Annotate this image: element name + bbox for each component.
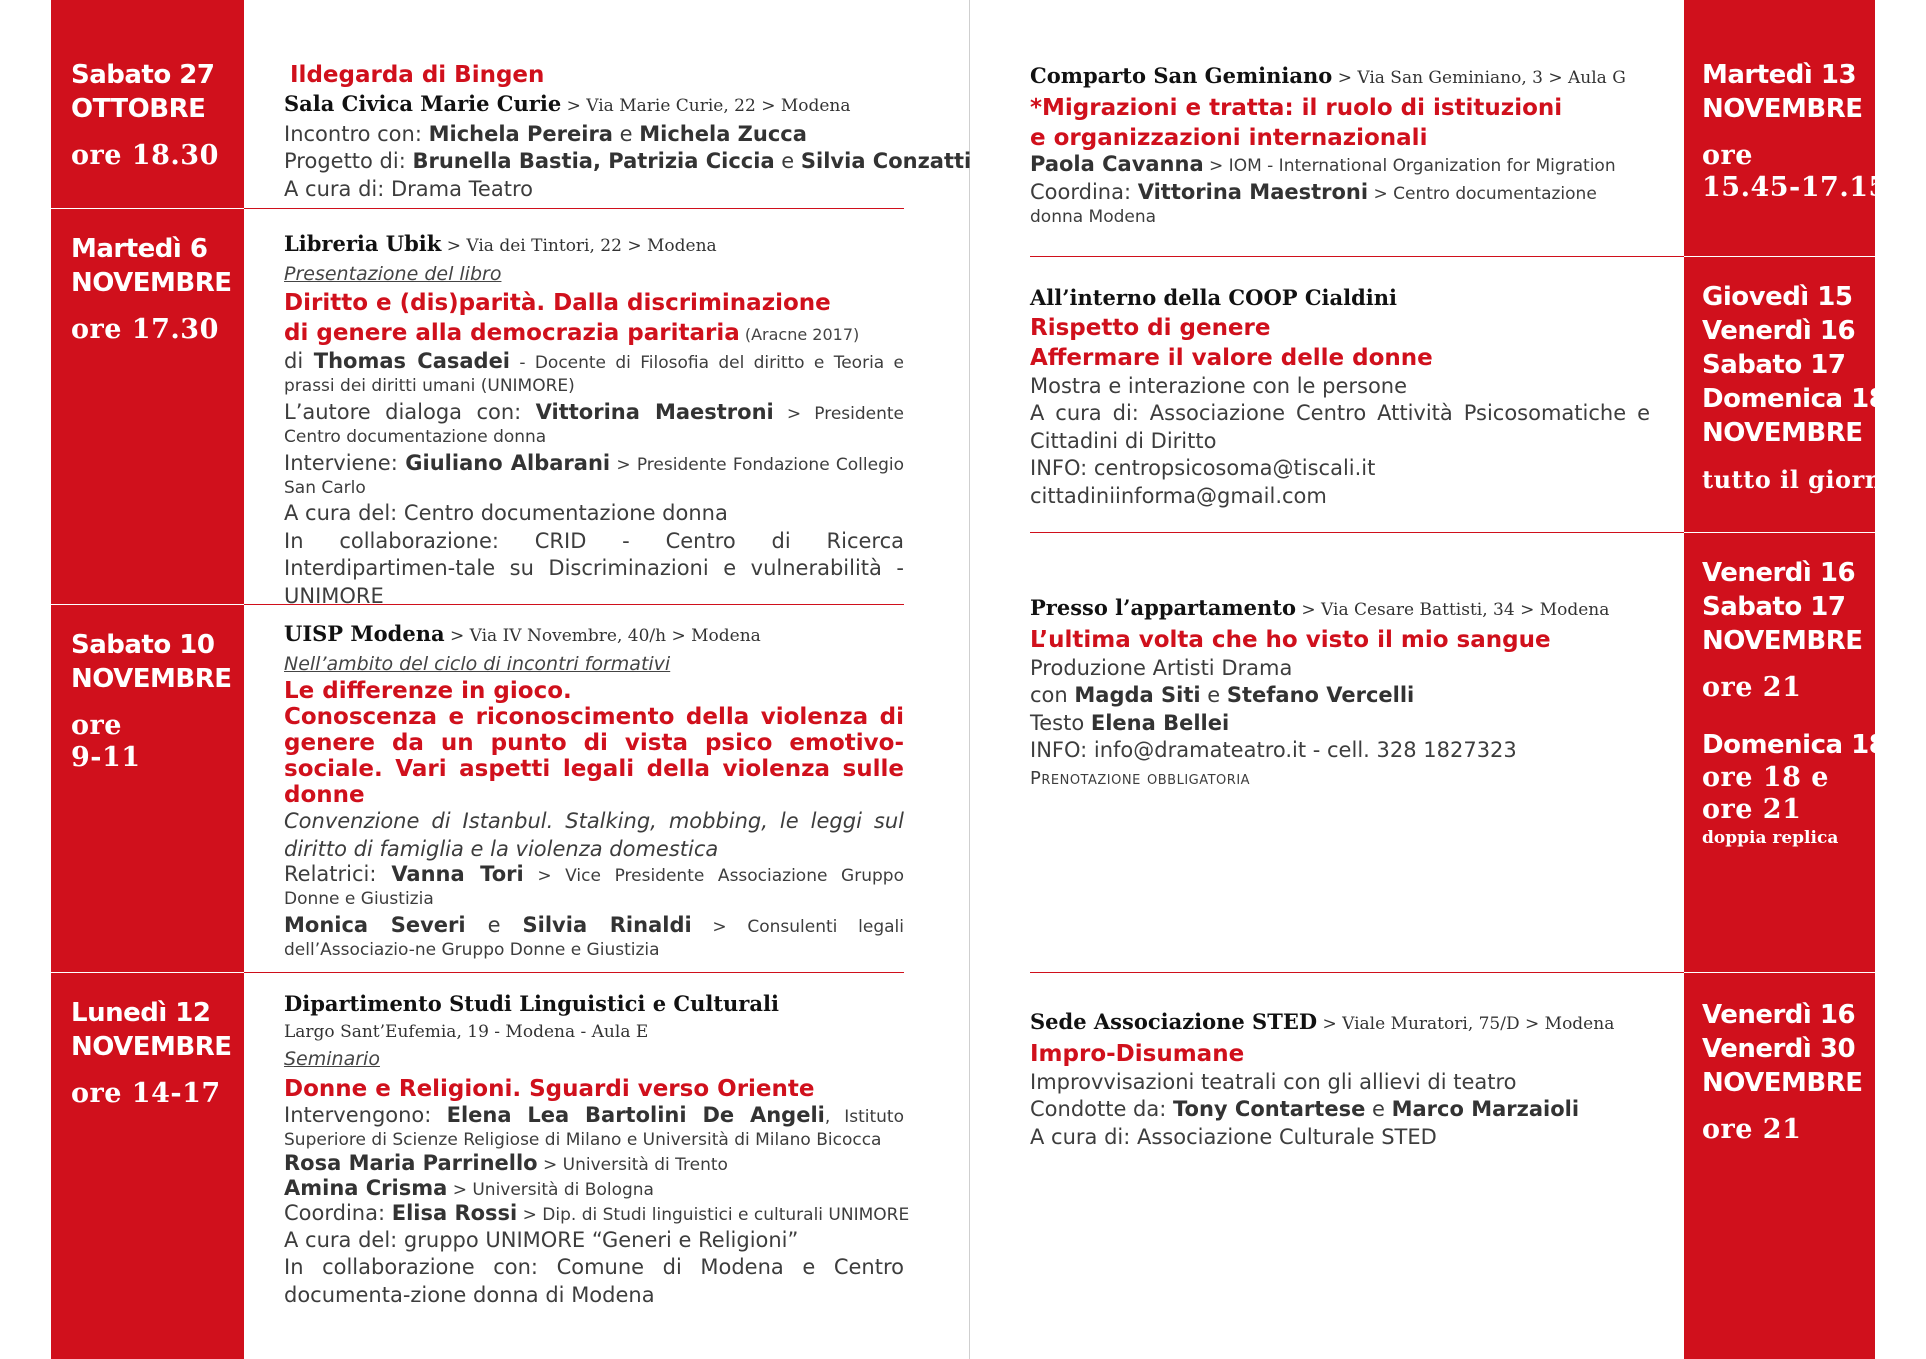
speaker-name: Amina Crisma xyxy=(284,1175,448,1200)
event-2-publisher: (Aracne 2017) xyxy=(739,325,860,344)
coordinator-role: > Dip. di Studi linguistici e culturali UNIMORE xyxy=(517,1204,910,1225)
collaboration-value: Comune di Modena e Centro documenta-zione donna di Modena xyxy=(284,1255,904,1307)
event-3 xyxy=(284,620,904,962)
event-8-date xyxy=(1702,998,1863,1146)
event-1-speakers xyxy=(284,121,904,149)
event-7 xyxy=(1030,594,1650,792)
right-separator-2 xyxy=(1030,532,1684,533)
event-6-time: tutto il giorno xyxy=(1702,465,1900,494)
event-4-curator xyxy=(284,1227,904,1255)
event-8-curator: A cura di: Associazione Culturale STED xyxy=(1030,1124,1437,1149)
event-7-day-2: Sabato 17 xyxy=(1702,592,1846,622)
speaker-role: > Università di Trento xyxy=(537,1154,728,1175)
event-5-time: 15.45-17.15 xyxy=(1702,172,1888,203)
conjunction: e xyxy=(1365,1097,1392,1121)
coordinator-label: Coordina: xyxy=(1030,179,1138,204)
event-3-date xyxy=(71,628,232,774)
project-name: Silvia Conzatti xyxy=(800,149,972,173)
event-2-intervenes xyxy=(284,452,904,500)
event-4-title: Donne e Religioni. Sguardi verso Oriente xyxy=(284,1075,815,1102)
right-strip-separator-3 xyxy=(1684,972,1875,973)
event-7-month: NOVEMBRE xyxy=(1702,626,1863,656)
event-8-day-1: Venerdì 16 xyxy=(1702,1000,1856,1030)
event-7-text-author xyxy=(1030,710,1650,738)
event-6-info-1: INFO: centropsicosoma@tiscali.it xyxy=(1030,456,1376,480)
speakers-label: Relatrici: xyxy=(284,862,392,886)
event-4-coordinator xyxy=(284,1200,910,1227)
conductor-name: Marco Marzaioli xyxy=(1391,1097,1580,1121)
speaker-name: Monica Severi xyxy=(284,913,466,937)
event-7-info: INFO: info@dramateatro.it - cell. 328 1827323 xyxy=(1030,738,1517,762)
event-6-description: Mostra e interazione con le persone xyxy=(1030,373,1408,398)
right-separator-1 xyxy=(1030,256,1684,257)
conjunction: e xyxy=(612,121,640,146)
conjunction: e xyxy=(1200,683,1227,707)
speaker-role: , Istituto Superiore di Scienze Religiose di Milano e Università di Milano Bicocca xyxy=(284,1106,904,1150)
event-7-time: ore 21 xyxy=(1702,672,1802,703)
event-2-date xyxy=(71,232,232,346)
event-4-kind: Seminario xyxy=(284,1048,380,1070)
cast-prefix: con xyxy=(1030,683,1075,707)
event-8-address: > Viale Muratori, 75/D > Modena xyxy=(1317,1014,1615,1034)
event-3-kind: Nell’ambito del ciclo di incontri formativi xyxy=(284,652,671,675)
event-1-date xyxy=(71,58,219,172)
intervenes-label: Interviene: xyxy=(284,451,406,475)
event-2-venue: Libreria Ubik xyxy=(284,231,442,256)
event-8-title: Impro-Disumane xyxy=(1030,1040,1245,1067)
event-8-conducted xyxy=(1030,1096,1650,1124)
collaboration-label: In collaborazione con: xyxy=(284,1255,557,1279)
event-3-day: Sabato 10 xyxy=(71,630,215,660)
event-7-day-1: Venerdì 16 xyxy=(1702,558,1856,588)
event-2-time: ore 17.30 xyxy=(71,314,219,345)
event-7-day-3: Domenica 18 xyxy=(1702,730,1887,760)
event-5-title-2: e organizzazioni internazionali xyxy=(1030,124,1428,151)
left-strip-separator-3 xyxy=(51,972,244,973)
event-5 xyxy=(1030,62,1650,229)
event-1-day: Sabato 27 xyxy=(71,60,215,90)
right-strip-separator-2 xyxy=(1684,532,1875,533)
curator-value: gruppo UNIMORE “Generi e Religioni” xyxy=(403,1227,799,1252)
event-8-venue: Sede Associazione STED xyxy=(1030,1009,1318,1034)
event-1-curator: A cura di: Drama Teatro xyxy=(284,176,533,201)
event-8-description: Improvvisazioni teatrali con gli allievi di teatro xyxy=(1030,1069,1517,1094)
event-5-coordinator xyxy=(1030,181,1650,229)
event-5-date xyxy=(1702,58,1888,204)
event-6-day-2: Venerdì 16 xyxy=(1702,316,1856,346)
event-7-production: Produzione Artisti Drama xyxy=(1030,655,1293,680)
event-5-month: NOVEMBRE xyxy=(1702,94,1863,124)
dialogue-label: L’autore dialoga con: xyxy=(284,400,536,424)
speaker-name: Michela Pereira xyxy=(428,121,613,146)
speaker-role: > Vice Presidente Associazione Gruppo Donne e Giustizia xyxy=(284,866,904,909)
event-2-title-1: Diritto e (dis)parità. Dalla discriminazione xyxy=(284,290,831,316)
speaker-role: > IOM - International Organization for Migration xyxy=(1203,155,1616,176)
intervenes-role: > Presidente Fondazione Collegio San Carlo xyxy=(284,455,904,498)
right-separator-3 xyxy=(1030,972,1684,973)
event-6-title-1: Rispetto di genere xyxy=(1030,314,1271,341)
event-7-cast xyxy=(1030,682,1650,710)
event-6-day-3: Sabato 17 xyxy=(1702,350,1846,380)
event-4-speaker-2 xyxy=(284,1152,904,1177)
event-4 xyxy=(284,990,910,1309)
speaker-name: Elena Lea Bartolini De Angeli xyxy=(446,1102,825,1127)
project-names: Brunella Bastia, Patrizia Ciccia xyxy=(412,149,775,173)
event-7-booking: Prenotazione obbligatoria xyxy=(1030,767,1251,789)
author-role: - Docente di Filosofia del diritto e Teoria e prassi dei diritti umani (UNIMORE) xyxy=(284,353,905,396)
conjunction: e xyxy=(774,149,801,173)
text-prefix: Testo xyxy=(1030,710,1091,735)
event-6-month: NOVEMBRE xyxy=(1702,418,1863,448)
event-7-venue: Presso l’appartamento xyxy=(1030,595,1296,620)
event-2-curator: A cura del: Centro documentazione donna xyxy=(284,501,728,525)
event-7-time-3: ore 21 xyxy=(1702,794,1802,825)
event-8-day-2: Venerdì 30 xyxy=(1702,1034,1856,1064)
event-2-title-2: di genere alla democrazia paritaria xyxy=(284,320,740,346)
speaker-name: Vanna Tori xyxy=(391,862,524,886)
intervenes-name: Giuliano Albarani xyxy=(405,451,611,475)
curator-label: A cura del: xyxy=(284,1227,404,1252)
left-strip-separator-2 xyxy=(51,604,244,605)
event-5-venue: Comparto San Geminiano xyxy=(1030,63,1333,88)
event-2-author xyxy=(284,350,904,398)
event-4-intervene xyxy=(284,1104,904,1152)
conducted-label: Condotte da: xyxy=(1030,1097,1174,1121)
right-strip-separator-1 xyxy=(1684,256,1875,257)
event-3-legal xyxy=(284,914,904,962)
event-3-subtitle: Convenzione di Istanbul. Stalking, mobbing, le leggi sul diritto di famiglia e la violenza domestica xyxy=(284,809,904,861)
event-7-title: L’ultima volta che ho visto il mio sangue xyxy=(1030,626,1551,653)
dialogue-name: Vittorina Maestroni xyxy=(535,400,774,424)
event-6-title-2: Affermare il valore delle donne xyxy=(1030,344,1433,371)
project-label: Progetto di: xyxy=(284,149,413,173)
event-4-speaker-3 xyxy=(284,1177,904,1202)
event-5-time-label: ore xyxy=(1702,140,1753,171)
speaker-role: > Consulenti legali dell’Associazio-ne Gruppo Donne e Giustizia xyxy=(284,917,904,960)
dialogue-role: > Presidente Centro documentazione donna xyxy=(284,404,905,447)
event-4-date xyxy=(71,996,232,1110)
event-5-title-1: *Migrazioni e tratta: il ruolo di istituzioni xyxy=(1030,94,1563,121)
event-2-collaboration: In collaborazione: CRID - Centro di Ricerca Interdipartimen-tale su Discriminazioni e vulnerabilità - UNIMORE xyxy=(284,528,904,608)
event-4-month: NOVEMBRE xyxy=(71,1032,232,1062)
event-1-title: Ildegarda di Bingen xyxy=(290,62,545,88)
event-3-time: 9-11 xyxy=(71,742,141,773)
event-6-info-2: cittadiniinforma@gmail.com xyxy=(1030,483,1327,508)
event-5-address: > Via San Geminiano, 3 > Aula G xyxy=(1332,68,1626,88)
event-5-day: Martedì 13 xyxy=(1702,60,1857,90)
event-3-venue: UISP Modena xyxy=(284,621,445,646)
event-6-day-1: Giovedì 15 xyxy=(1702,282,1853,312)
event-1-venue: Sala Civica Marie Curie xyxy=(284,91,562,116)
speakers-label: Incontro con: xyxy=(284,121,429,146)
event-1-time: ore 18.30 xyxy=(71,140,219,171)
event-2-kind: Presentazione del libro xyxy=(284,262,502,285)
event-2 xyxy=(284,230,904,610)
event-2-address: > Via dei Tintori, 22 > Modena xyxy=(441,236,717,256)
event-1-month: OTTOBRE xyxy=(71,94,206,124)
event-3-title-2: Conoscenza e riconoscimento della violenza di genere da un punto di vista psico emotivo-sociale. Vari aspetti legali della violenza sulle donne xyxy=(284,704,904,808)
coordinator-role: > Centro documentazione donna Modena xyxy=(1030,183,1597,227)
event-1-project xyxy=(284,148,972,176)
event-3-title-1: Le differenze in gioco. xyxy=(284,678,572,704)
text-author-name: Elena Bellei xyxy=(1090,710,1230,735)
cast-name: Stefano Vercelli xyxy=(1226,683,1415,707)
event-6-venue: All’interno della COOP Cialdini xyxy=(1030,285,1398,310)
left-separator-3 xyxy=(244,972,904,973)
event-8-month: NOVEMBRE xyxy=(1702,1068,1863,1098)
event-7-address: > Via Cesare Battisti, 34 > Modena xyxy=(1295,600,1610,620)
speaker-role: > Università di Bologna xyxy=(447,1179,654,1200)
event-3-speakers xyxy=(284,863,904,911)
coordinator-name: Elisa Rossi xyxy=(391,1200,518,1225)
event-4-address: Largo Sant’Eufemia, 19 - Modena - Aula E xyxy=(284,1021,649,1042)
event-8 xyxy=(1030,1008,1650,1151)
page-fold-divider xyxy=(969,0,970,1359)
intervene-label: Intervengono: xyxy=(284,1102,447,1127)
event-4-collaboration xyxy=(284,1254,904,1309)
author-prefix: di xyxy=(284,349,314,373)
left-strip-separator-1 xyxy=(51,208,244,209)
event-6-day-4: Domenica 18 xyxy=(1702,384,1887,414)
speaker-name: Rosa Maria Parrinello xyxy=(284,1150,538,1175)
event-6-curator: A cura di: Associazione Centro Attività Psicosomatiche e Cittadini di Diritto xyxy=(1030,401,1650,453)
coordinator-name: Vittorina Maestroni xyxy=(1137,179,1369,204)
speaker-name: Paola Cavanna xyxy=(1030,151,1204,176)
cast-name: Magda Siti xyxy=(1074,683,1201,707)
conjunction: e xyxy=(465,913,523,937)
event-7-note: doppia replica xyxy=(1702,828,1839,848)
event-2-dialogue xyxy=(284,401,904,449)
event-8-time: ore 21 xyxy=(1702,1114,1802,1145)
event-4-venue: Dipartimento Studi Linguistici e Culturali xyxy=(284,991,779,1016)
event-4-time: ore 14-17 xyxy=(71,1078,221,1109)
left-separator-1 xyxy=(244,208,904,209)
event-4-day: Lunedì 12 xyxy=(71,998,211,1028)
speaker-name: Silvia Rinaldi xyxy=(522,913,692,937)
event-1 xyxy=(284,60,972,203)
coordinator-label: Coordina: xyxy=(284,1200,392,1225)
event-1-address: > Via Marie Curie, 22 > Modena xyxy=(561,96,851,116)
event-7-time-2: ore 18 e xyxy=(1702,762,1829,793)
event-2-month: NOVEMBRE xyxy=(71,268,232,298)
event-5-speaker xyxy=(1030,153,1650,178)
event-7-date xyxy=(1702,556,1886,850)
event-2-day: Martedì 6 xyxy=(71,234,208,264)
event-6 xyxy=(1030,284,1650,510)
event-3-month: NOVEMBRE xyxy=(71,664,232,694)
event-6-date xyxy=(1702,280,1899,496)
event-3-address: > Via IV Novembre, 40/h > Modena xyxy=(444,626,761,646)
speaker-name: Michela Zucca xyxy=(639,121,807,146)
event-3-time-label: ore xyxy=(71,710,122,741)
author-name: Thomas Casadei xyxy=(313,349,511,373)
conductor-name: Tony Contartese xyxy=(1173,1097,1366,1121)
